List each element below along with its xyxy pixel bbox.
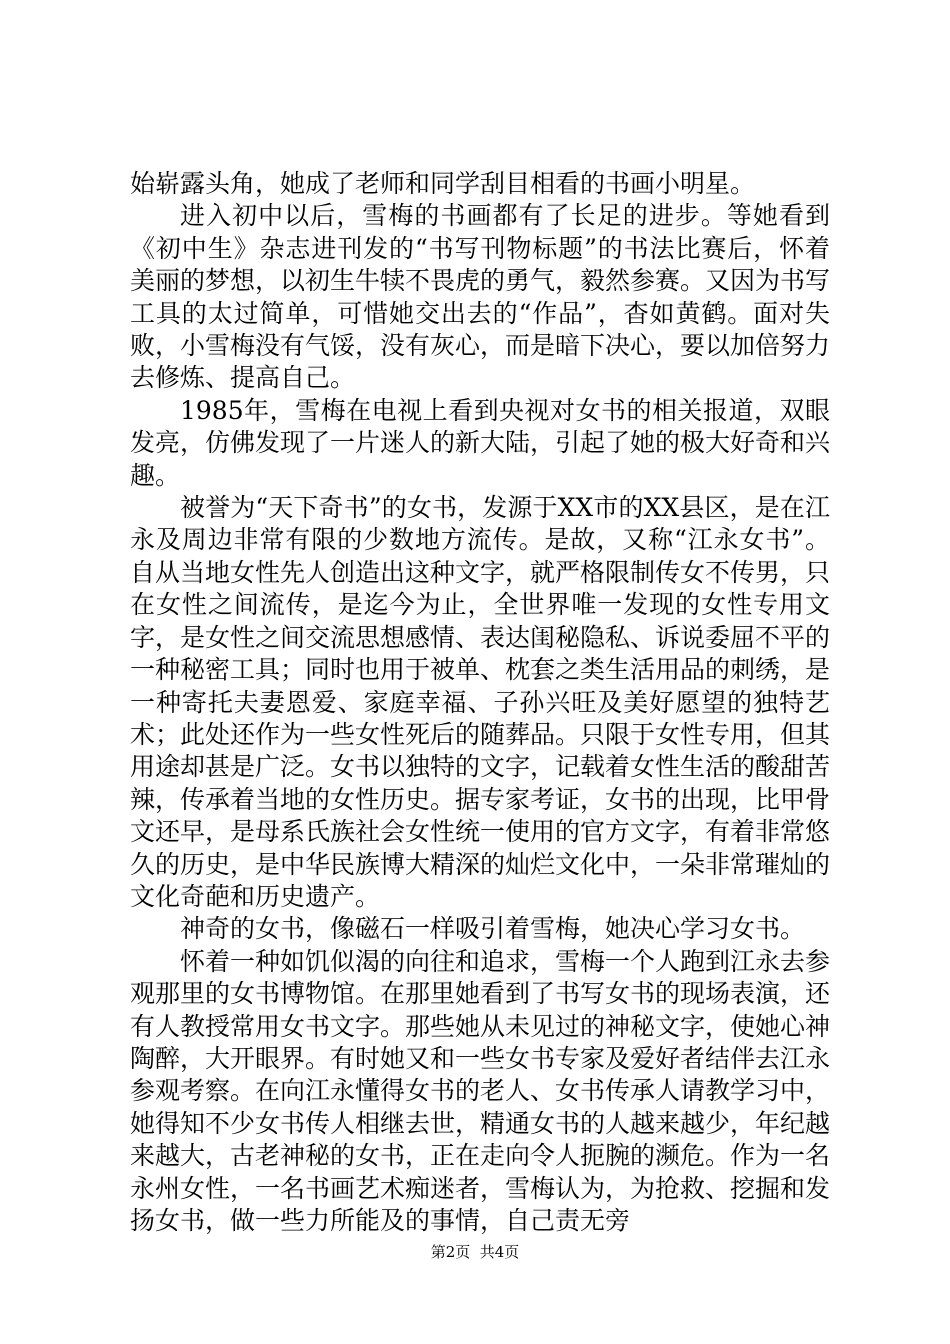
paragraph-1: 始崭露头角，她成了老师和同学刮目相看的书画小明星。 [130, 169, 756, 198]
paragraph-6: 怀着一种如饥似渴的向往和追求，雪梅一个人跑到江永去参观那里的女书博物馆。在那里她看到了书写女书的现场表演，还有人教授常用女书文字。那些她从未见过的神秘文字，使她心神陶醉，大开眼界。有时她又和一些女书专家及爱好者结伴去江永参观考察。在向江永懂得女书的老人、女书传承人请教学习中，她得知不少女书传人相继去世，精通女书的人越来越少，年纪越来越大，古老神秘的女书，正在走向令人扼腕的濒危。作为一名永州女性，一名书画艺术痴迷者，雪梅认为，为抢救、挖掘和发扬女书，做一些力所能及的事情，自己责无旁 [130, 946, 831, 1235]
paragraph-2: 进入初中以后，雪梅的书画都有了长足的进步。等她看到《初中生》杂志进刊发的“书写刊物标题”的书法比赛后，怀着美丽的梦想，以初生牛犊不畏虎的勇气，毅然参赛。又因为书写工具的太过简单，可惜她交出去的“作品”，杳如黄鹤。面对失败，小雪梅没有气馁，没有灰心，而是暗下决心，要以加倍努力去修炼、提高自己。 [130, 201, 831, 393]
paragraph-5: 神奇的女书，像磁石一样吸引着雪梅，她决心学习女书。 [180, 914, 806, 944]
page-footer: 第2页 共4页 [430, 1243, 520, 1261]
document-body [130, 168, 830, 1237]
paragraph-4: 被誉为“天下奇书”的女书，发源于XX市的XX县区，是在江永及周边非常有限的少数地方流传。是故，又称“江永女书”。自从当地女性先人创造出这种文字，就严格限制传女不传男，只在女性之间流传，是迄今为止，全世界唯一发现的女性专用文字，是女性之间交流思想感情、表达闺秘隐私、诉说委屈不平的一种秘密工具；同时也用于被单、枕套之类生活用品的刺绣，是一种寄托夫妻恩爱、家庭幸福、子孙兴旺及美好愿望的独特艺术；此处还作为一些女性死后的随葬品。只限于女性专用，但其用途却甚是广泛。女书以独特的文字，记载着女性生活的酸甜苦辣，传承着当地的女性历史。据专家考证，女书的出现，比甲骨文还早，是母系氏族社会女性统一使用的官方文字，有着非常悠久的历史，是中华民族博大精深的灿烂文化中，一朵非常璀灿的文化奇葩和历史遗产。 [130, 493, 831, 911]
paragraph-3: 1985年，雪梅在电视上看到央视对女书的相关报道，双眼发亮，仿佛发现了一片迷人的新大陆，引起了她的极大好奇和兴趣。 [130, 395, 831, 490]
